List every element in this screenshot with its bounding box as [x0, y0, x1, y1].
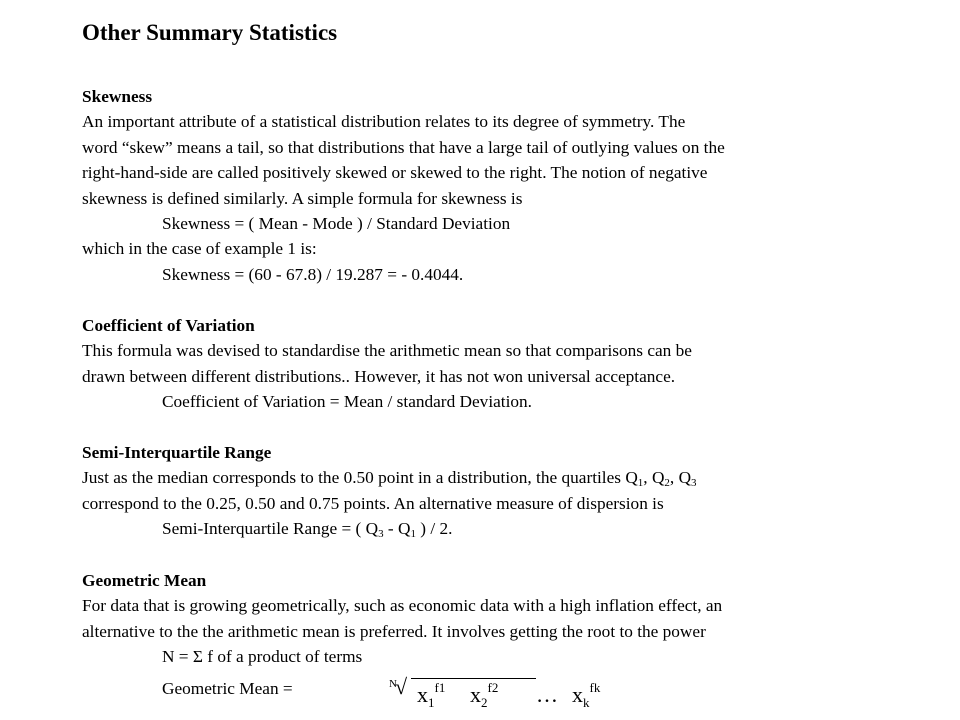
root-index: N: [389, 677, 397, 690]
geo-term-2: [470, 679, 499, 710]
q2-subscript: 2: [664, 477, 670, 490]
section-semi-interquartile-range: [82, 440, 942, 542]
siqr-formula-suffix: ) / 2.: [415, 519, 453, 539]
term-base: x: [470, 681, 481, 707]
geometric-mean-formula: [82, 670, 942, 710]
siqr-separator: , Q: [669, 468, 692, 488]
skewness-formula: Skewness = ( Mean - Mode ) / Standard Deviation: [162, 214, 511, 234]
cov-text-line: This formula was devised to standardise the arithmetic mean so that comparisons can be: [82, 341, 692, 361]
radical-sign: √: [395, 673, 408, 699]
geo-n-definition: N = Σ f of a product of terms: [162, 647, 363, 667]
term-subscript: k: [583, 694, 590, 710]
q3-subscript: 3: [691, 477, 697, 490]
page-title: Other Summary Statistics: [82, 20, 338, 45]
geo-term-k: [572, 679, 601, 710]
siqr-text-line: [82, 465, 942, 490]
term-superscript: f2: [487, 679, 499, 695]
siqr-text-line: correspond to the 0.25, 0.50 and 0.75 points. An alternative measure of dispersion is: [82, 493, 664, 513]
term-base: x: [417, 681, 428, 707]
siqr-formula-mid: - Q: [383, 519, 411, 539]
term-superscript: fk: [589, 679, 601, 695]
skewness-text-line: An important attribute of a statistical distribution relates to its degree of symmetry. The: [82, 112, 686, 132]
term-subscript: 1: [428, 694, 435, 710]
term-subscript: 2: [481, 694, 488, 710]
geo-ellipsis: …: [536, 681, 558, 707]
geo-heading: Geometric Mean: [82, 571, 207, 590]
siqr-formula: [82, 516, 942, 541]
siqr-heading: Semi-Interquartile Range: [82, 443, 272, 462]
q1-subscript: 1: [637, 477, 644, 490]
geo-text-line: alternative to the the arithmetic mean is preferred. It involves getting the root to the power: [82, 621, 706, 641]
cov-text-line: drawn between different distributions.. However, it has not won universal acceptance.: [82, 366, 676, 386]
skewness-text-line: right-hand-side are called positively skewed or skewed to the right. The notion of negative: [82, 163, 708, 183]
siqr-line1-text: Just as the median corresponds to the 0.50 point in a distribution, the quartiles Q: [82, 468, 638, 488]
term-superscript: f1: [434, 679, 446, 695]
geo-text-line: For data that is growing geometrically, such as economic data with a high inflation effect, an: [82, 596, 723, 616]
q1-subscript: 1: [410, 528, 416, 541]
radical-vinculum: [411, 678, 536, 679]
q3-subscript: 3: [378, 528, 384, 541]
skewness-heading: Skewness: [82, 87, 153, 106]
section-skewness: [82, 84, 942, 287]
skewness-example-formula: Skewness = (60 - 67.8) / 19.287 = - 0.4044.: [162, 264, 464, 284]
term-base: x: [572, 681, 583, 707]
skewness-text-line: word “skew” means a tail, so that distributions that have a large tail of outlying values on the: [82, 137, 725, 157]
geo-formula-label: Geometric Mean =: [162, 678, 293, 698]
cov-heading: Coefficient of Variation: [82, 316, 255, 335]
section-geometric-mean: [82, 568, 942, 710]
geo-term-1: [417, 679, 446, 710]
siqr-formula-prefix: Semi-Interquartile Range = ( Q: [162, 519, 379, 539]
skewness-example-intro: which in the case of example 1 is:: [82, 239, 317, 259]
section-coefficient-of-variation: [82, 313, 942, 415]
cov-formula: Coefficient of Variation = Mean / standard Deviation.: [162, 392, 532, 412]
skewness-text-line: skewness is defined similarly. A simple formula for skewness is: [82, 188, 523, 208]
siqr-separator: , Q: [643, 468, 665, 488]
